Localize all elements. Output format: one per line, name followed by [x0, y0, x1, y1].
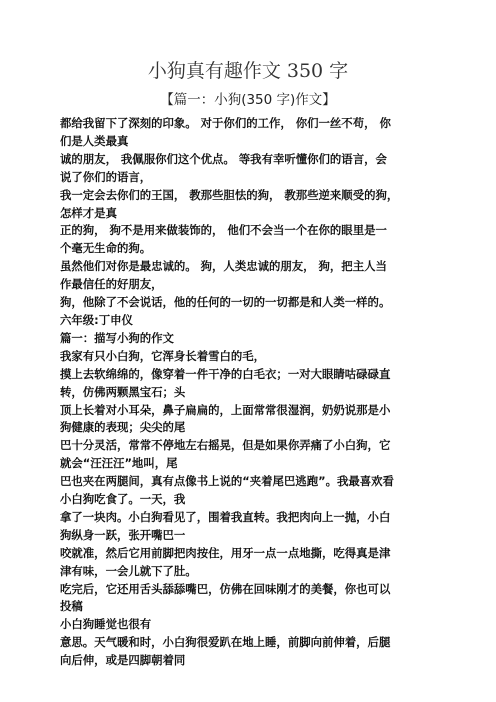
- body-line: 诚的朋友， 我佩服你们这个优点。 等我有幸听懂你们的语言，会: [60, 151, 387, 166]
- document-body: [60, 115, 452, 670]
- body-line: 顶上长着对小耳朵，鼻子扁扁的，上面常常很湿润，奶奶说那是小: [60, 402, 391, 417]
- body-line: 拿了一块肉。小白狗看见了，围着我直转。我把肉向上一抛，小白: [60, 509, 391, 524]
- body-line: 说了你们的语言，: [60, 169, 152, 184]
- body-line: 巴也夹在两腿间，真有点像书上说的“夹着尾巴逃跑”。我最喜欢看: [60, 474, 394, 489]
- body-line: 都给我留下了深刻的印象。 对于你们的工作， 你们一丝不苟， 你: [60, 116, 391, 130]
- body-line: 吃完后，它还用舌头舔舔嘴巴，仿佛在回味刚才的美餐，你也可以: [60, 581, 391, 596]
- body-line: 我一定会去你们的王国， 教那些胆怯的狗， 教那些逆来顺受的狗，: [60, 187, 399, 202]
- document-title: 小狗真有趣作文 350 字: [147, 60, 349, 82]
- body-line: 怎样才是真: [60, 205, 117, 220]
- body-line: 小白狗睡觉也很有: [60, 617, 152, 632]
- body-line: 作最信任的好朋友，: [60, 277, 163, 292]
- body-line: 小白狗吃食了。一天，我: [60, 492, 186, 507]
- body-line: 篇一：描写小狗的作文: [60, 330, 174, 345]
- body-line: 狗纵身一跃，张开嘴巴一: [60, 527, 186, 542]
- body-line: 向后伸，或是四脚朝着同: [60, 653, 186, 668]
- body-line: 转，仿佛两颗黑宝石；头: [60, 384, 186, 399]
- body-line: 津有味，一会儿就下了肚。: [60, 563, 197, 578]
- body-line: 投稿: [60, 599, 83, 614]
- body-line: 就会“汪汪汪”地叫，尾: [60, 456, 178, 471]
- body-line: 们是人类最真: [60, 133, 129, 148]
- body-line: 虽然他们对你是最忠诚的。 狗，人类忠诚的朋友， 狗，把主人当: [60, 259, 387, 274]
- document-subtitle: 【篇一：小狗(350 字)作文】: [160, 92, 336, 108]
- body-line: 意思。天气暖和时，小白狗很爱趴在地上睡，前脚向前伸着，后腿: [60, 635, 391, 650]
- body-line: 巴十分灵活，常常不停地左右摇晃，但是如果你弄痛了小白狗，它: [60, 438, 391, 453]
- body-line: 狗健康的表现；尖尖的尾: [60, 420, 186, 435]
- body-line: 狗，他除了不会说话，他的任何的一切的一切都是和人类一样的。: [60, 295, 391, 310]
- body-line: 六年级:丁申仪: [60, 312, 133, 327]
- body-line: 咬就准，然后它用前脚把肉按住，用牙一点一点地撕，吃得真是津: [60, 545, 391, 560]
- body-line: 个毫无生命的狗。: [60, 241, 152, 256]
- body-line: 正的狗， 狗不是用来做装饰的， 他们不会当一个在你的眼里是一: [60, 223, 387, 238]
- body-line: 摸上去软绵绵的，像穿着一件干净的白毛衣；一对大眼睛咕碌碌直: [60, 366, 391, 381]
- body-line: 我家有只小白狗，它浑身长着雪白的毛，: [60, 348, 266, 363]
